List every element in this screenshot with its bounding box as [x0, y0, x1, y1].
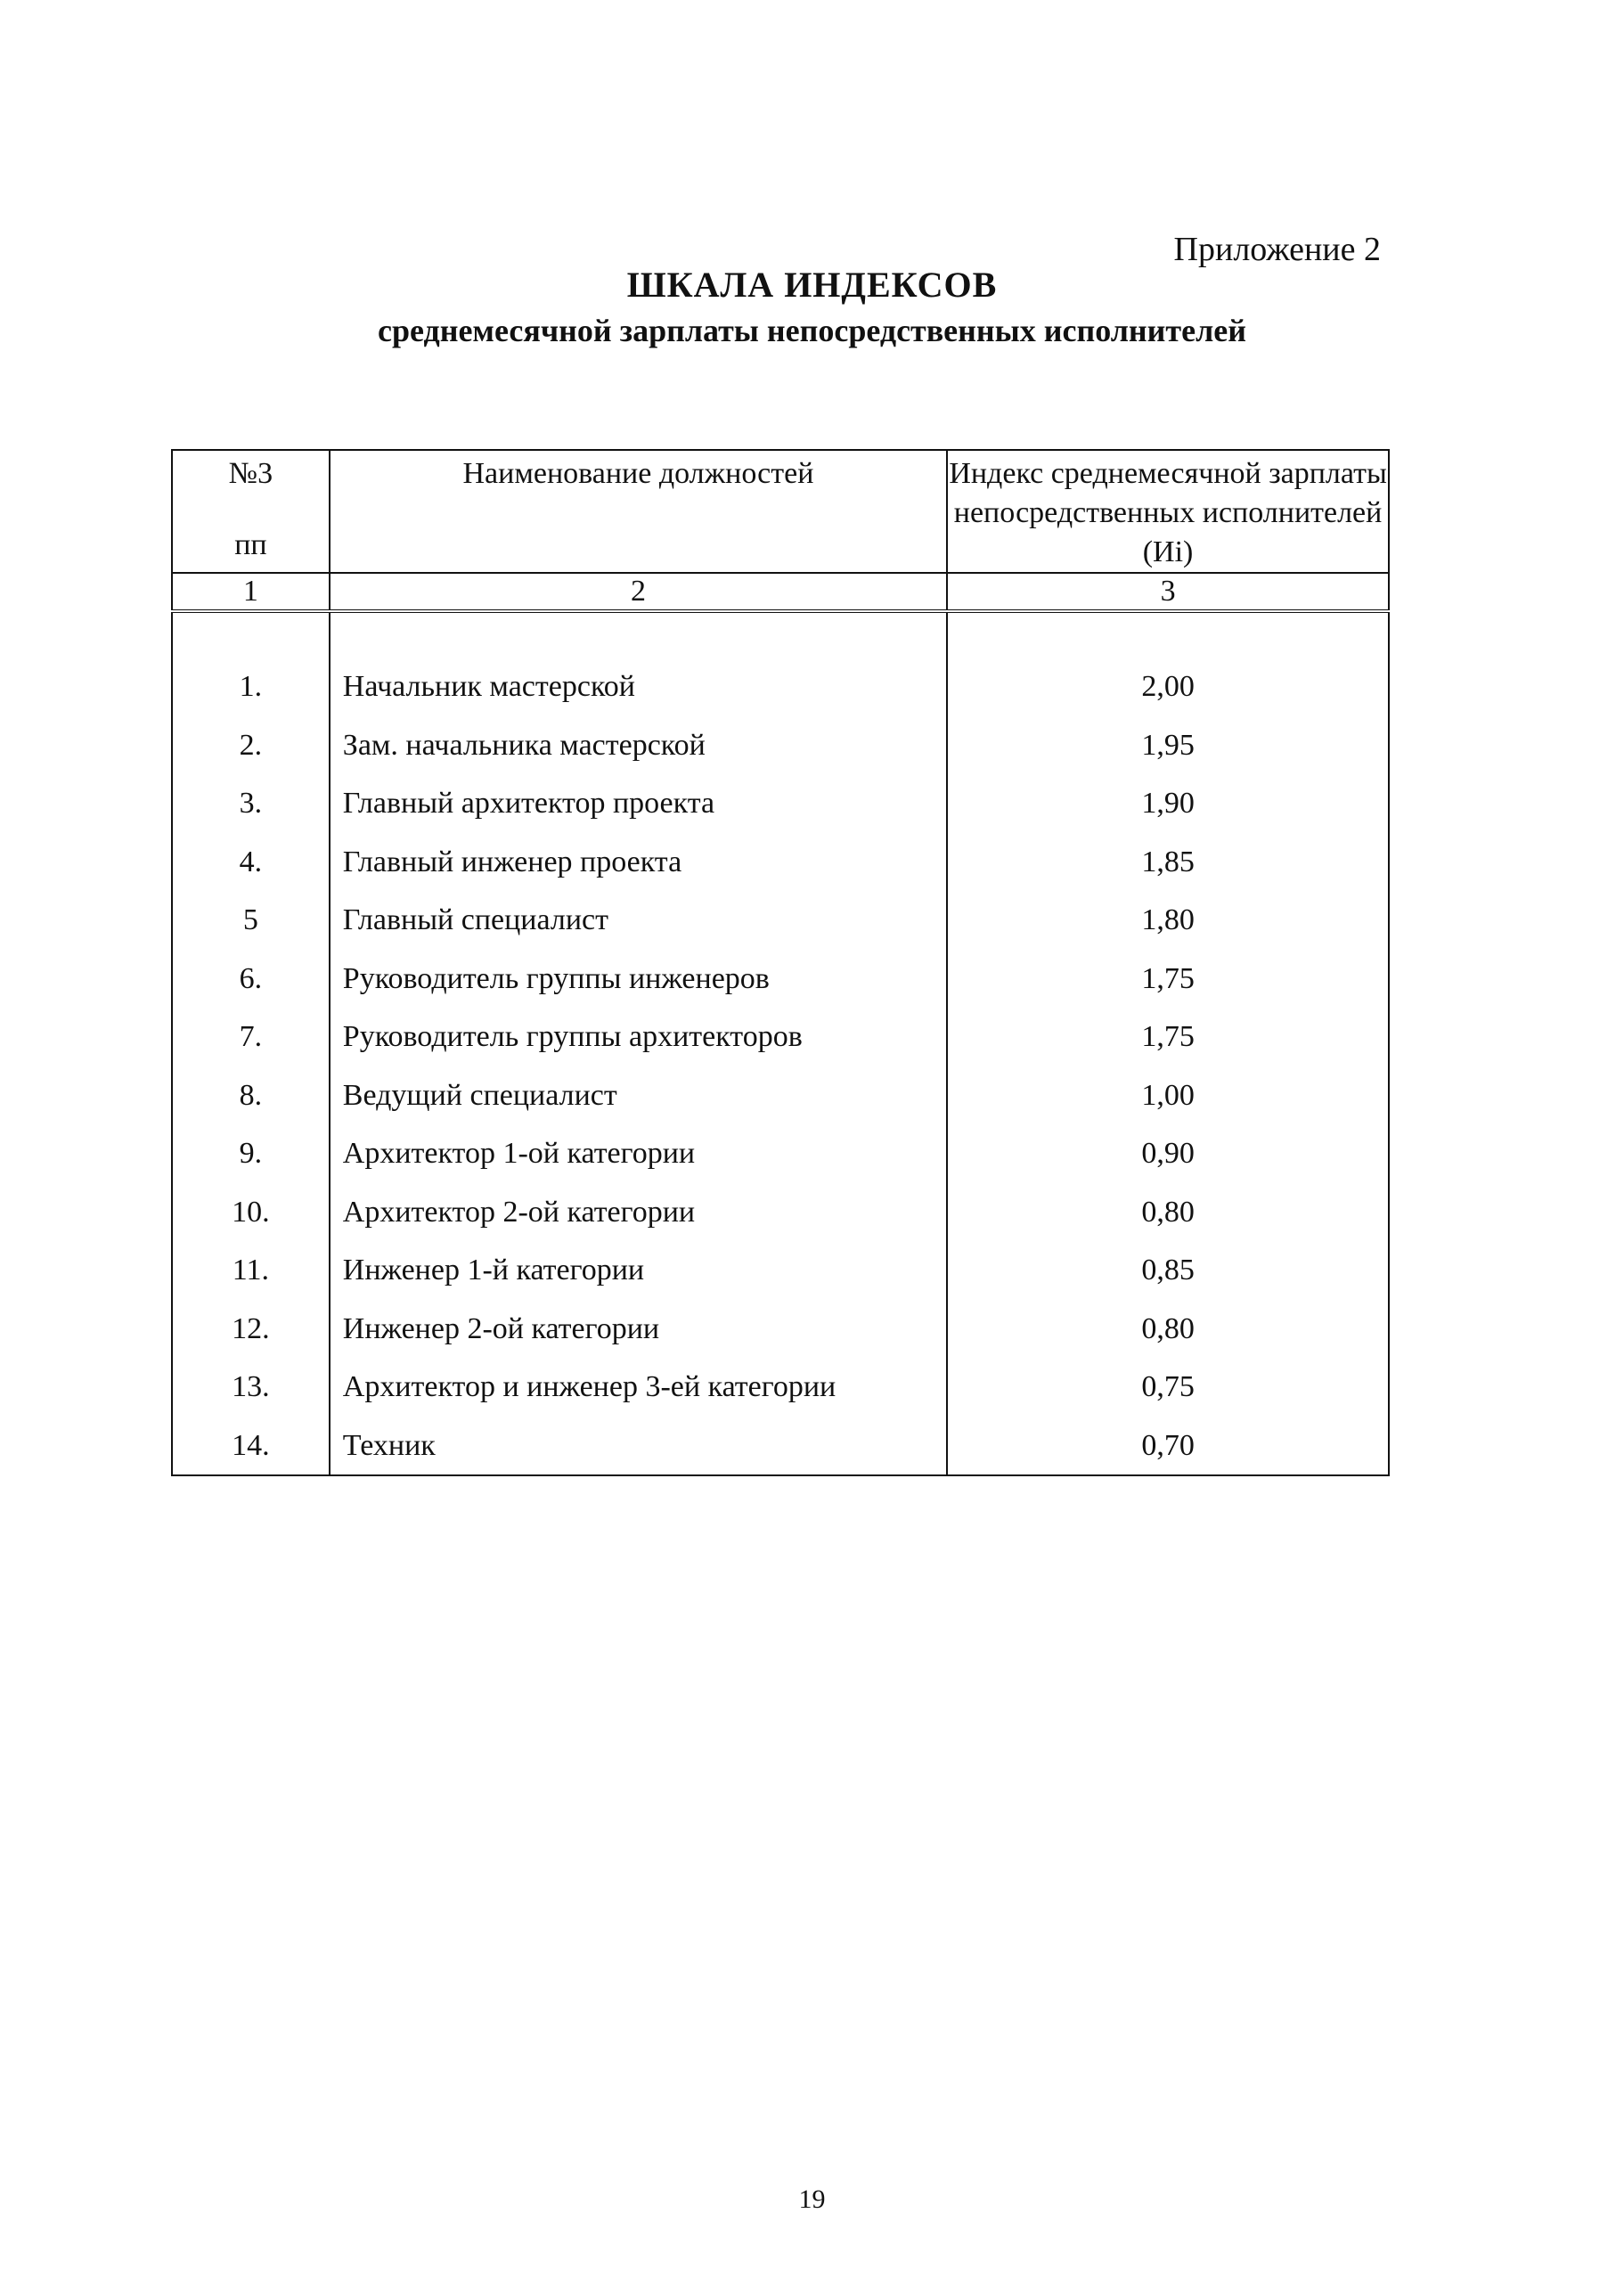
table-row [172, 716, 1389, 775]
column-number-2: 2 [330, 573, 947, 611]
position-name: Техник [330, 1417, 947, 1476]
appendix-label: Приложение 2 [1173, 231, 1381, 268]
row-number: 1. [172, 658, 330, 716]
table-row [172, 1008, 1389, 1066]
table-row [172, 774, 1389, 833]
position-name: Ведущий специалист [330, 1066, 947, 1125]
row-number: 7. [172, 1008, 330, 1066]
position-name: Инженер 2-ой категории [330, 1300, 947, 1359]
table-row [172, 1124, 1389, 1183]
spacer-row [172, 611, 1389, 658]
document-title: ШКАЛА ИНДЕКСОВ [626, 265, 998, 305]
index-value: 0,80 [947, 1183, 1389, 1242]
position-name: Начальник мастерской [330, 658, 947, 716]
position-name: Главный архитектор проекта [330, 774, 947, 833]
index-value: 1,95 [947, 716, 1389, 775]
row-number: 2. [172, 716, 330, 775]
index-value: 1,75 [947, 950, 1389, 1009]
column-header-index: Индекс среднемесячной зарплаты непосредственных исполнителей (Иi) [947, 450, 1389, 573]
position-name: Архитектор 2-ой категории [330, 1183, 947, 1242]
table-row [172, 1358, 1389, 1417]
position-name: Зам. начальника мастерской [330, 716, 947, 775]
column-number-1: 1 [172, 573, 330, 611]
index-value: 1,80 [947, 891, 1389, 950]
index-value: 0,90 [947, 1124, 1389, 1183]
table-row [172, 1066, 1389, 1125]
index-value: 0,75 [947, 1358, 1389, 1417]
position-name: Руководитель группы инженеров [330, 950, 947, 1009]
row-number: 11. [172, 1241, 330, 1300]
column-number-3: 3 [947, 573, 1389, 611]
table-row [172, 1183, 1389, 1242]
column-number-row [172, 573, 1389, 611]
column-header-number [172, 450, 330, 573]
position-name: Руководитель группы архитекторов [330, 1008, 947, 1066]
row-number: 8. [172, 1066, 330, 1125]
column-header-position: Наименование должностей [330, 450, 947, 573]
column-header-number-line2: пп [234, 528, 267, 561]
table-header-row [172, 450, 1389, 573]
table-body [172, 611, 1389, 1475]
position-name: Главный инженер проекта [330, 833, 947, 892]
index-value: 0,80 [947, 1300, 1389, 1359]
table-row [172, 658, 1389, 716]
position-name: Инженер 1-й категории [330, 1241, 947, 1300]
row-number: 3. [172, 774, 330, 833]
index-value: 1,00 [947, 1066, 1389, 1125]
table-row [172, 1417, 1389, 1476]
page-number: 19 [798, 2185, 826, 2214]
index-value: 0,85 [947, 1241, 1389, 1300]
index-value: 1,90 [947, 774, 1389, 833]
index-scale-table [171, 449, 1390, 1476]
row-number: 6. [172, 950, 330, 1009]
row-number: 5 [172, 891, 330, 950]
document-subtitle: среднемесячной зарплаты непосредственных исполнителей [377, 313, 1246, 348]
row-number: 10. [172, 1183, 330, 1242]
position-name: Архитектор 1-ой категории [330, 1124, 947, 1183]
row-number: 13. [172, 1358, 330, 1417]
table-row [172, 950, 1389, 1009]
table-row [172, 833, 1389, 892]
row-number: 14. [172, 1417, 330, 1476]
column-header-number-line1: №3 [228, 457, 273, 490]
table-row [172, 891, 1389, 950]
index-value: 1,75 [947, 1008, 1389, 1066]
row-number: 9. [172, 1124, 330, 1183]
position-name: Архитектор и инженер 3-ей категории [330, 1358, 947, 1417]
index-value: 1,85 [947, 833, 1389, 892]
index-value: 0,70 [947, 1417, 1389, 1476]
row-number: 4. [172, 833, 330, 892]
table-row [172, 1241, 1389, 1300]
index-value: 2,00 [947, 658, 1389, 716]
position-name: Главный специалист [330, 891, 947, 950]
row-number: 12. [172, 1300, 330, 1359]
table-row [172, 1300, 1389, 1359]
